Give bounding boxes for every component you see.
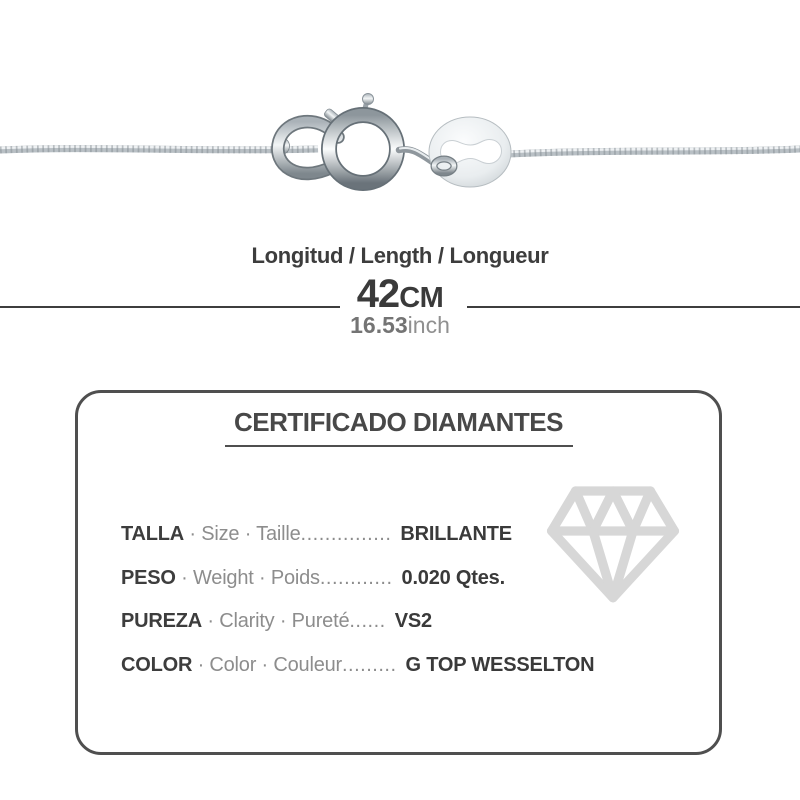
spec-label: TALLA: [121, 523, 185, 545]
length-divider-left: [0, 306, 340, 308]
spec-label: COLOR: [121, 653, 193, 676]
spec-value: VS2: [394, 610, 432, 632]
length-title: Longitud / Length / Longueur: [251, 243, 549, 268]
spec-leader-dots: ...............: [300, 523, 392, 545]
spec-row-peso: [121, 557, 594, 601]
length-inch-unit: inch: [407, 312, 450, 338]
certificate-rows: [121, 513, 594, 687]
spec-row-pureza: [121, 600, 594, 644]
spec-leader-dots: .........: [342, 653, 397, 676]
certificate-title: CERTIFICADO DIAMANTES: [234, 407, 563, 437]
length-divider-right: [467, 306, 800, 308]
chain-right-icon: [508, 147, 800, 154]
certificate-card: [75, 390, 722, 755]
spec-translations: · Size · Taille: [184, 523, 301, 545]
spec-value: G TOP WESSELTON: [405, 653, 595, 676]
certificate-title-underline: [225, 445, 573, 447]
spec-leader-dots: ......: [349, 610, 386, 632]
spec-leader-dots: ............: [319, 566, 393, 589]
length-inch-number: 16.53: [350, 312, 408, 338]
spec-label: PESO: [121, 566, 176, 589]
spec-row-color: [121, 644, 594, 688]
chain-left-icon: [0, 147, 318, 150]
oval-tag-icon: [429, 117, 511, 187]
spring-ring-clasp-icon: [323, 94, 397, 184]
spec-translations: · Color · Couleur: [192, 653, 342, 676]
length-cm-number: 42: [356, 272, 400, 316]
spec-row-talla: [121, 513, 594, 557]
product-photo: [0, 0, 800, 230]
length-value: [0, 274, 800, 314]
spec-label: PUREZA: [121, 610, 203, 632]
spec-value: BRILLANTE: [400, 523, 512, 545]
diamond-outline-icon: [546, 483, 680, 603]
length-cm-unit: CM: [399, 282, 444, 314]
spec-translations: · Clarity · Pureté: [202, 610, 350, 632]
spec-translations: · Weight · Poids: [175, 566, 320, 589]
spec-value: 0.020 Qtes.: [401, 566, 505, 589]
length-inches: [0, 314, 800, 337]
